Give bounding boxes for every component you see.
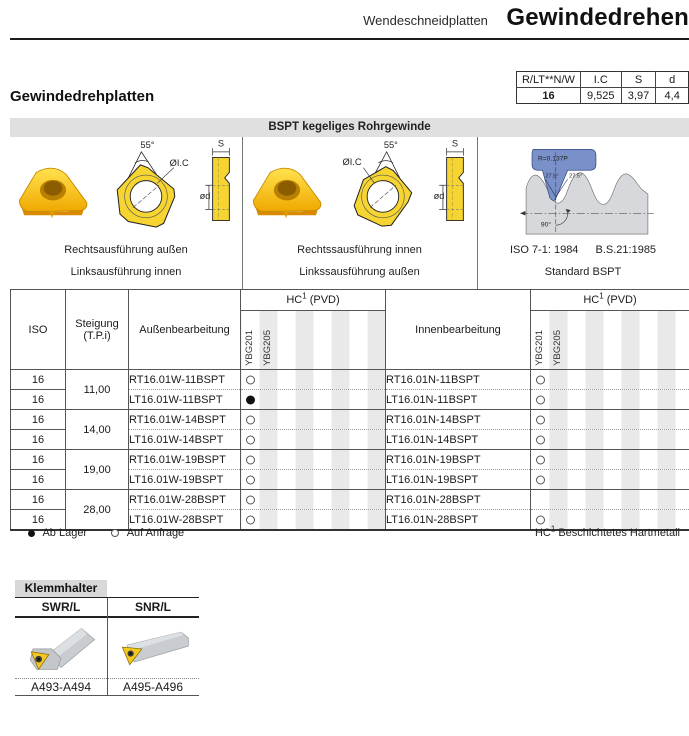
flank-angle-right: 27.5° <box>569 173 583 180</box>
radius-label: R=0.137P <box>537 155 568 163</box>
caption-left-hand: Linksausführung innen <box>70 266 182 278</box>
spec-val-d: 4,4 <box>656 88 689 104</box>
holder-type-swrl: SWR/L <box>41 600 81 614</box>
thread-profile-diagram <box>497 139 677 243</box>
int-stock-cell <box>531 470 689 490</box>
table-header-row <box>11 290 689 311</box>
pitch-cell: 28,00 <box>66 490 129 531</box>
on-request-label: Auf Anfrage <box>126 527 185 539</box>
holder-divider <box>107 598 108 695</box>
pitch-cell: 19,00 <box>66 450 129 490</box>
insert-selection-table <box>10 289 689 531</box>
grade-ybg205: YBG205 <box>552 330 563 366</box>
int-designation: RT16.01N-11BSPT <box>386 370 531 390</box>
on-request-dot <box>536 435 545 444</box>
in-stock-dot-icon <box>28 530 35 537</box>
caption-left-hand: Linkssausführung außen <box>299 266 420 278</box>
ext-stock-cell <box>241 410 386 430</box>
category-label: Wendeschneidplatten <box>363 13 488 28</box>
iso-cell: 16 <box>11 390 66 410</box>
int-designation: LT16.01N-19BSPT <box>386 470 531 490</box>
angle-label: 55° <box>383 140 398 151</box>
spec-col-designation: R/LT**N/W <box>517 72 581 88</box>
grade-ybg201: YBG201 <box>534 330 545 366</box>
holder-table <box>15 598 199 695</box>
ext-designation: RT16.01W-28BSPT <box>129 490 241 510</box>
ext-stock-cell <box>241 390 386 410</box>
holder-section <box>15 580 199 695</box>
col-header-internal: Innenbearbeitung <box>386 290 531 370</box>
angle-label: 55° <box>140 140 155 151</box>
on-request-dot <box>246 455 255 464</box>
iso-cell: 16 <box>11 490 66 510</box>
col-header-iso: ISO <box>11 290 66 370</box>
insert-side-drawing <box>432 137 478 241</box>
s-label: S <box>451 138 459 149</box>
insert-front-drawing <box>94 137 198 241</box>
table-row <box>11 370 689 390</box>
int-designation: LT16.01N-11BSPT <box>386 390 531 410</box>
table-row <box>11 490 689 510</box>
in-stock-label: Ab Lager <box>42 527 88 539</box>
iso-cell: 16 <box>11 510 66 531</box>
spec-val-ic: 9,525 <box>580 88 621 104</box>
int-designation: RT16.01N-14BSPT <box>386 410 531 430</box>
int-stock-cell <box>531 370 689 390</box>
standard-bs: B.S.21:1985 <box>595 244 657 256</box>
grade-ybg201: YBG201 <box>244 330 255 366</box>
table-row <box>11 450 689 470</box>
section-heading: Gewindedrehplatten <box>10 88 155 105</box>
int-stock-cell <box>531 450 689 470</box>
holder-type-snrl: SNR/L <box>135 600 171 614</box>
ext-designation: RT16.01W-19BSPT <box>129 450 241 470</box>
d-label: ød <box>199 191 211 202</box>
ext-stock-cell <box>241 430 386 450</box>
illustration-row <box>10 137 689 289</box>
int-designation: RT16.01N-28BSPT <box>386 490 531 510</box>
on-request-dot <box>246 475 255 484</box>
caption-right-hand: Rechtssausführung innen <box>297 244 422 256</box>
thread-type-band: BSPT kegeliges Rohrgewinde <box>10 118 689 137</box>
int-stock-cell <box>531 490 689 510</box>
header-rule <box>10 38 689 40</box>
col-header-hc-ext: $HC^1$ (PVD) <box>241 290 386 311</box>
col-header-external: Außenbearbeitung <box>129 290 241 370</box>
holder-snrl-image <box>110 621 196 675</box>
iso-cell: 16 <box>11 450 66 470</box>
on-request-dot <box>536 375 545 384</box>
s-label: S <box>217 138 225 149</box>
ext-designation: LT16.01W-19BSPT <box>129 470 241 490</box>
taper-angle-label: 90° <box>540 221 552 229</box>
ext-designation: LT16.01W-14BSPT <box>129 430 241 450</box>
page-title: Gewindedrehen <box>506 4 689 31</box>
on-request-dot <box>246 515 255 524</box>
ic-label: ØI.C <box>169 157 189 168</box>
panel-external <box>10 137 243 289</box>
spec-header-row <box>517 72 689 88</box>
holder-pages-snrl: A495-A496 <box>122 680 184 694</box>
stock-legend <box>28 527 184 539</box>
on-request-dot <box>536 395 545 404</box>
caption-standards <box>477 244 689 256</box>
insert-spec-table <box>516 71 689 104</box>
ext-stock-cell <box>241 370 386 390</box>
on-request-dot <box>536 515 545 524</box>
insert-photo-icon <box>246 159 328 225</box>
on-request-dot-icon <box>111 529 119 537</box>
on-request-dot <box>246 495 255 504</box>
ext-designation: RT16.01W-14BSPT <box>129 410 241 430</box>
ext-designation: LT16.01W-28BSPT <box>129 510 241 531</box>
spec-val-s: 3,97 <box>621 88 656 104</box>
insert-table-body <box>11 370 689 531</box>
on-request-dot <box>536 415 545 424</box>
d-label: ød <box>433 191 445 202</box>
iso-cell: 16 <box>11 430 66 450</box>
insert-side-drawing <box>198 137 244 241</box>
panel-standard <box>477 137 689 289</box>
ext-stock-cell <box>241 450 386 470</box>
spec-val-designation: 16 <box>517 88 581 104</box>
grade-cell-int <box>531 311 689 370</box>
on-request-dot <box>246 415 255 424</box>
spec-value-row <box>517 88 689 104</box>
iso-cell: 16 <box>11 410 66 430</box>
on-request-dot <box>246 375 255 384</box>
ext-stock-cell <box>241 490 386 510</box>
on-request-dot <box>246 435 255 444</box>
standard-iso: ISO 7-1: 1984 <box>509 244 579 256</box>
iso-cell: 16 <box>11 470 66 490</box>
spec-col-s: S <box>621 72 656 88</box>
int-stock-cell <box>531 430 689 450</box>
int-stock-cell <box>531 410 689 430</box>
table-row <box>11 410 689 430</box>
spec-col-d: d <box>656 72 689 88</box>
int-designation: LT16.01N-14BSPT <box>386 430 531 450</box>
col-header-hc-int: $HC^1$ (PVD) <box>531 290 689 311</box>
flank-angle-left: 27.5° <box>545 173 559 180</box>
grade-ybg205: YBG205 <box>262 330 273 366</box>
holder-section-title: Klemmhalter <box>15 580 107 597</box>
ic-label: ØI.C <box>342 156 362 167</box>
in-stock-dot <box>246 395 255 404</box>
iso-cell: 16 <box>11 370 66 390</box>
int-designation: RT16.01N-19BSPT <box>386 450 531 470</box>
on-request-dot <box>536 475 545 484</box>
ext-designation: LT16.01W-11BSPT <box>129 390 241 410</box>
insert-front-drawing <box>330 137 434 241</box>
caption-standard-bspt: Standard BSPT <box>544 266 622 278</box>
spec-col-ic: I.C <box>580 72 621 88</box>
panel-internal <box>242 137 478 289</box>
ext-designation: RT16.01W-11BSPT <box>129 370 241 390</box>
int-stock-cell <box>531 390 689 410</box>
on-request-dot <box>536 455 545 464</box>
page-header <box>10 4 689 36</box>
ext-stock-cell <box>241 470 386 490</box>
pitch-cell: 11,00 <box>66 370 129 410</box>
insert-photo-icon <box>12 159 94 225</box>
caption-right-hand: Rechtsausführung außen <box>64 244 188 256</box>
int-designation: LT16.01N-28BSPT <box>386 510 531 531</box>
ext-stock-cell <box>241 510 386 531</box>
holder-swrl-image <box>18 621 104 675</box>
holder-pages-swrl: A493-A494 <box>30 680 92 694</box>
grade-cell-ext <box>241 311 386 370</box>
hc-footnote: $HC^1$ Beschichtetes Hartmetall <box>534 524 680 539</box>
col-header-pitch: Steigung (T.P.i) <box>66 290 129 370</box>
pitch-cell: 14,00 <box>66 410 129 450</box>
